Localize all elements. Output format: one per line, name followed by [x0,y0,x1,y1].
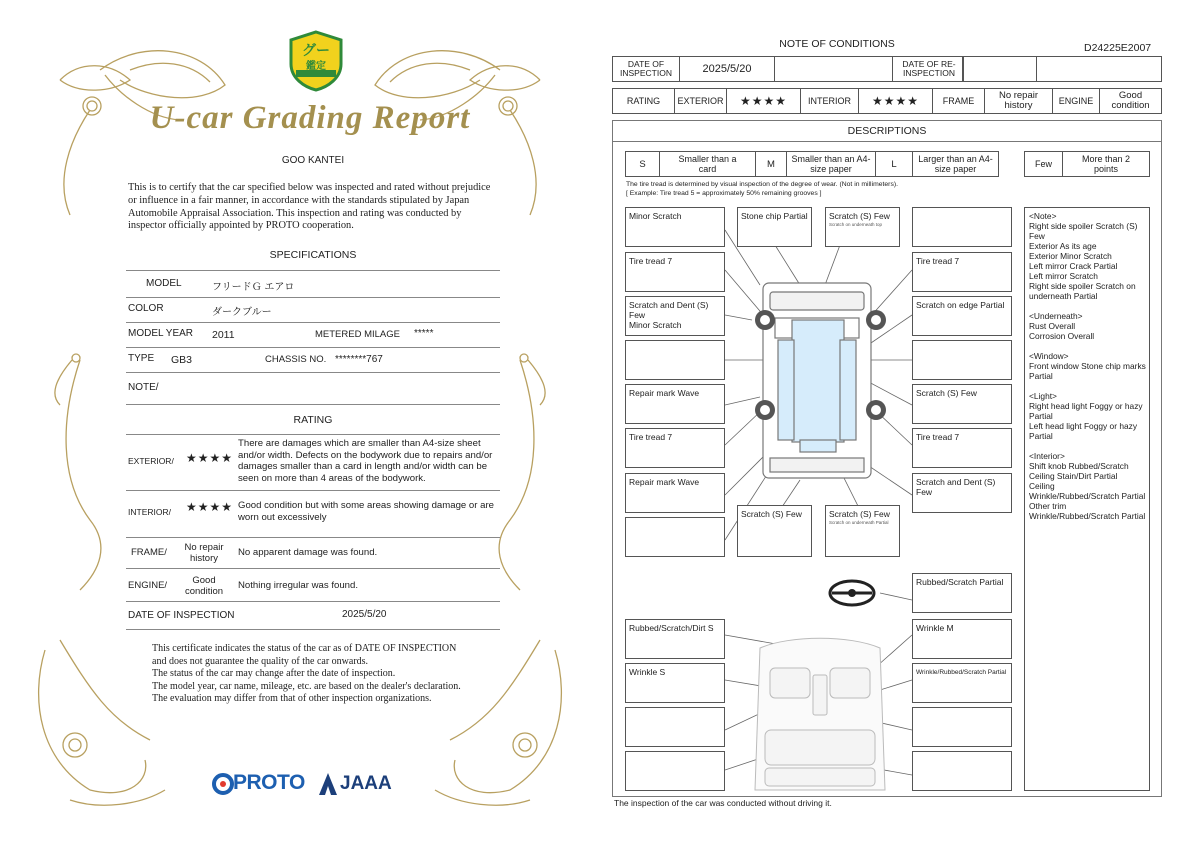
disclaimer-line: The evaluation may differ from that of other inspection organizations. [152,693,432,704]
divider [126,601,500,602]
interior-stars: ★★★★ [186,500,234,514]
report-title: U-car Grading Report [149,100,471,136]
condition-box [912,751,1012,791]
divider [126,297,500,298]
document-id: D24225E2007 [1084,42,1152,54]
condition-text: Scratch and Dent (S) Few Minor Scratch [629,300,709,330]
frame-value: No repair history [985,89,1053,113]
condition-text: Scratch and Dent (S) Few [916,477,996,497]
divider [126,322,500,323]
condition-box [912,428,1012,468]
divider [126,629,500,630]
goo-kantei-badge [288,30,344,92]
condition-text: Stone chip Partial [741,211,808,221]
condition-box [912,707,1012,747]
condition-box [625,384,725,424]
divider [126,537,500,538]
condition-text: Repair mark Wave [629,388,700,398]
condition-subtext: Scratch on underneath top [829,222,883,227]
divider [126,270,500,271]
disclaimer [152,643,472,706]
exterior-label: EXTERIOR [675,89,727,113]
tire-note-line: The tire tread is determined by visual inspection of the degree of wear. (Not in millimeters). [626,181,898,188]
condition-box [625,751,725,791]
condition-text: Wrinkle M [916,623,954,633]
condition-box [912,619,1012,659]
condition-box [625,207,725,247]
condition-box [912,340,1012,380]
interior-label: INTERIOR [801,89,859,113]
condition-box [825,505,900,557]
legend-text: More than 2 points [1081,153,1131,174]
disclaimer-line: This certificate indicates the status of the car as of DATE OF INSPECTION and does not guarantee the quality of the car onwards. [152,643,457,667]
type-label: TYPE [128,353,155,364]
condition-box [625,473,725,513]
engine-value: Good condition [1111,89,1150,111]
proto-logo [212,770,312,798]
condition-text: Wrinkle/Rubbed/Scratch Partial [916,669,1007,676]
interior-label: INTERIOR/ [128,507,171,517]
condition-text: Rubbed/Scratch Partial [916,577,1004,587]
divider [126,404,500,405]
condition-box [912,207,1012,247]
disclaimer-line: The model year, car name, mileage, etc. are based on the dealer's declaration. [152,680,461,692]
condition-box [625,296,725,336]
divider [126,434,500,435]
legend-text: Smaller than a card [660,152,756,176]
exterior-stars: ★★★★ [186,451,234,465]
condition-box [912,573,1012,613]
report-subtitle: GOO KANTEI [281,155,345,166]
jaaa-logo [318,770,398,798]
frame-description: No apparent damage was found. [238,547,378,558]
engine-label: ENGINE [1053,89,1100,113]
jaaa-mark-icon [318,772,338,796]
model-value: フリードＧ エアロ [212,282,295,293]
condition-box [625,428,725,468]
condition-box [912,473,1012,513]
condition-text: Wrinkle S [629,667,666,677]
condition-box [912,252,1012,292]
condition-text: Rubbed/Scratch/Dirt S [629,623,714,633]
legend-key: M [756,152,787,176]
notes-text: <Note> Right side spoiler Scratch (S) Few Exterior As its age Exterior Minor Scratch Left mirror Crack Partial Left mirror Scratch Right side spoiler Scratch on underneath Partial <Underneath> Rust Overall Corrosion Overall <Window> Front window Stone chip marks Partial <Light> Right head light Foggy or hazy Partial Left head light Foggy or hazy Partial <Interior> Shift knob Rubbed/Scratch Ceiling Stain/Dirt Partial Ceiling Wrinkle/Rubbed/Scratch Partial Other trim Wrinkle/Rubbed/Scratch Partial [1029,211,1146,521]
engine-value: Good condition [184,575,224,597]
note-of-conditions [600,0,1200,848]
reinspection-date-label: DATE OF RE-INSPECTION [895,57,964,81]
jaaa-logo-text: JAAA [340,773,392,794]
conditions-title: NOTE OF CONDITIONS [779,38,895,50]
proto-logo-text: PROTO [233,771,305,794]
condition-text: Scratch (S) Few [741,509,802,519]
type-value: GB3 [171,354,193,366]
legend-key: L [876,152,913,176]
frame-value: No repair history [184,542,224,564]
condition-box [625,340,725,380]
model-label: MODEL [146,278,182,289]
disclaimer-line: The status of the car may change after the date of inspection. [152,668,396,679]
rating-heading: RATING [293,414,333,426]
engine-label: ENGINE/ [128,580,168,591]
descriptions-heading: DESCRIPTIONS [612,120,1162,142]
condition-text: Tire tread 7 [916,256,960,266]
condition-box [625,707,725,747]
date-value: 2025/5/20 [342,609,387,620]
footer-note: The inspection of the car was conducted without driving it. [614,798,832,808]
condition-box [737,207,812,247]
exterior-description: There are damages which are smaller than A4-size sheet and/or width. Defects on the bodywork due to repairs and/or damages smaller than a card in length and/or width can be seen on more than 4 areas of the bodywork. [238,438,493,484]
specs-heading: SPECIFICATIONS [269,249,357,261]
color-label: COLOR [128,303,164,314]
condition-text: Minor Scratch [629,211,682,221]
divider [126,347,500,348]
condition-text: Repair mark Wave [629,477,700,487]
condition-box [912,663,1012,703]
condition-subtext: Scratch on underneath Partial [829,520,889,525]
badge-line2: 鑑定 [306,61,326,72]
frame-label: FRAME/ [131,547,167,558]
model-year-label: MODEL YEAR [128,328,194,339]
condition-text: Scratch (S) Few [829,509,890,519]
frame-label: FRAME [933,89,985,113]
divider [126,372,500,373]
interior-stars: ★★★★ [859,89,933,113]
note-label: NOTE/ [128,382,159,393]
badge-line1: グー [302,42,330,58]
condition-box [912,296,1012,336]
certificate-intro: This is to certify that the car specified below was inspected and rated without prejudice or influence in a fair manner, in accordance with the standards stipulated by Japan Automobile Appraisal Association. This inspection and rating was conducted by inspector officially appointed by PROTO cooperation. [128,182,491,232]
divider [126,490,500,491]
condition-box [912,384,1012,424]
condition-box [625,252,725,292]
condition-box [625,517,725,557]
legend-key: S [626,152,660,176]
color-value: ダークブルー [212,307,272,318]
interior-seats-icon [755,638,885,790]
exterior-label: EXTERIOR/ [128,456,174,466]
legend-key: Few [1025,152,1063,176]
condition-text: Tire tread 7 [629,432,673,442]
inspection-date-value: 2025/5/20 [680,57,775,81]
condition-text: Tire tread 7 [916,432,960,442]
condition-box [825,207,900,247]
notes-panel [1024,207,1150,791]
condition-box [737,505,812,557]
interior-description: Good condition but with some areas showing damage or are worn out excessively [238,500,494,523]
condition-text: Scratch on edge Partial [916,300,1005,310]
engine-description: Nothing irregular was found. [238,580,358,591]
condition-text: Scratch (S) Few [916,388,977,398]
steering-wheel-icon [830,581,874,605]
mileage-value: ***** [414,328,434,339]
tire-note-line: [ Example: Tire tread 5 = approximately 50% remaining grooves ] [626,190,822,197]
rating-label: RATING [613,89,675,113]
legend-text: Larger than an A4-size paper [918,153,993,174]
proto-mark-icon [212,772,234,796]
divider [126,568,500,569]
date-label: DATE OF INSPECTION [128,610,235,621]
chassis-value: ********767 [335,354,383,365]
condition-box [625,619,725,659]
condition-text: Tire tread 7 [629,256,673,266]
mileage-label: METERED MILAGE [315,329,400,340]
condition-box [625,663,725,703]
inspection-date-label: DATE OF INSPECTION [613,57,680,81]
chassis-label: CHASSIS NO. [265,354,327,365]
legend-text: Smaller than an A4-size paper [787,152,876,176]
model-year-value: 2011 [212,329,235,341]
condition-text: Scratch (S) Few [829,211,890,221]
exterior-stars: ★★★★ [727,89,801,113]
